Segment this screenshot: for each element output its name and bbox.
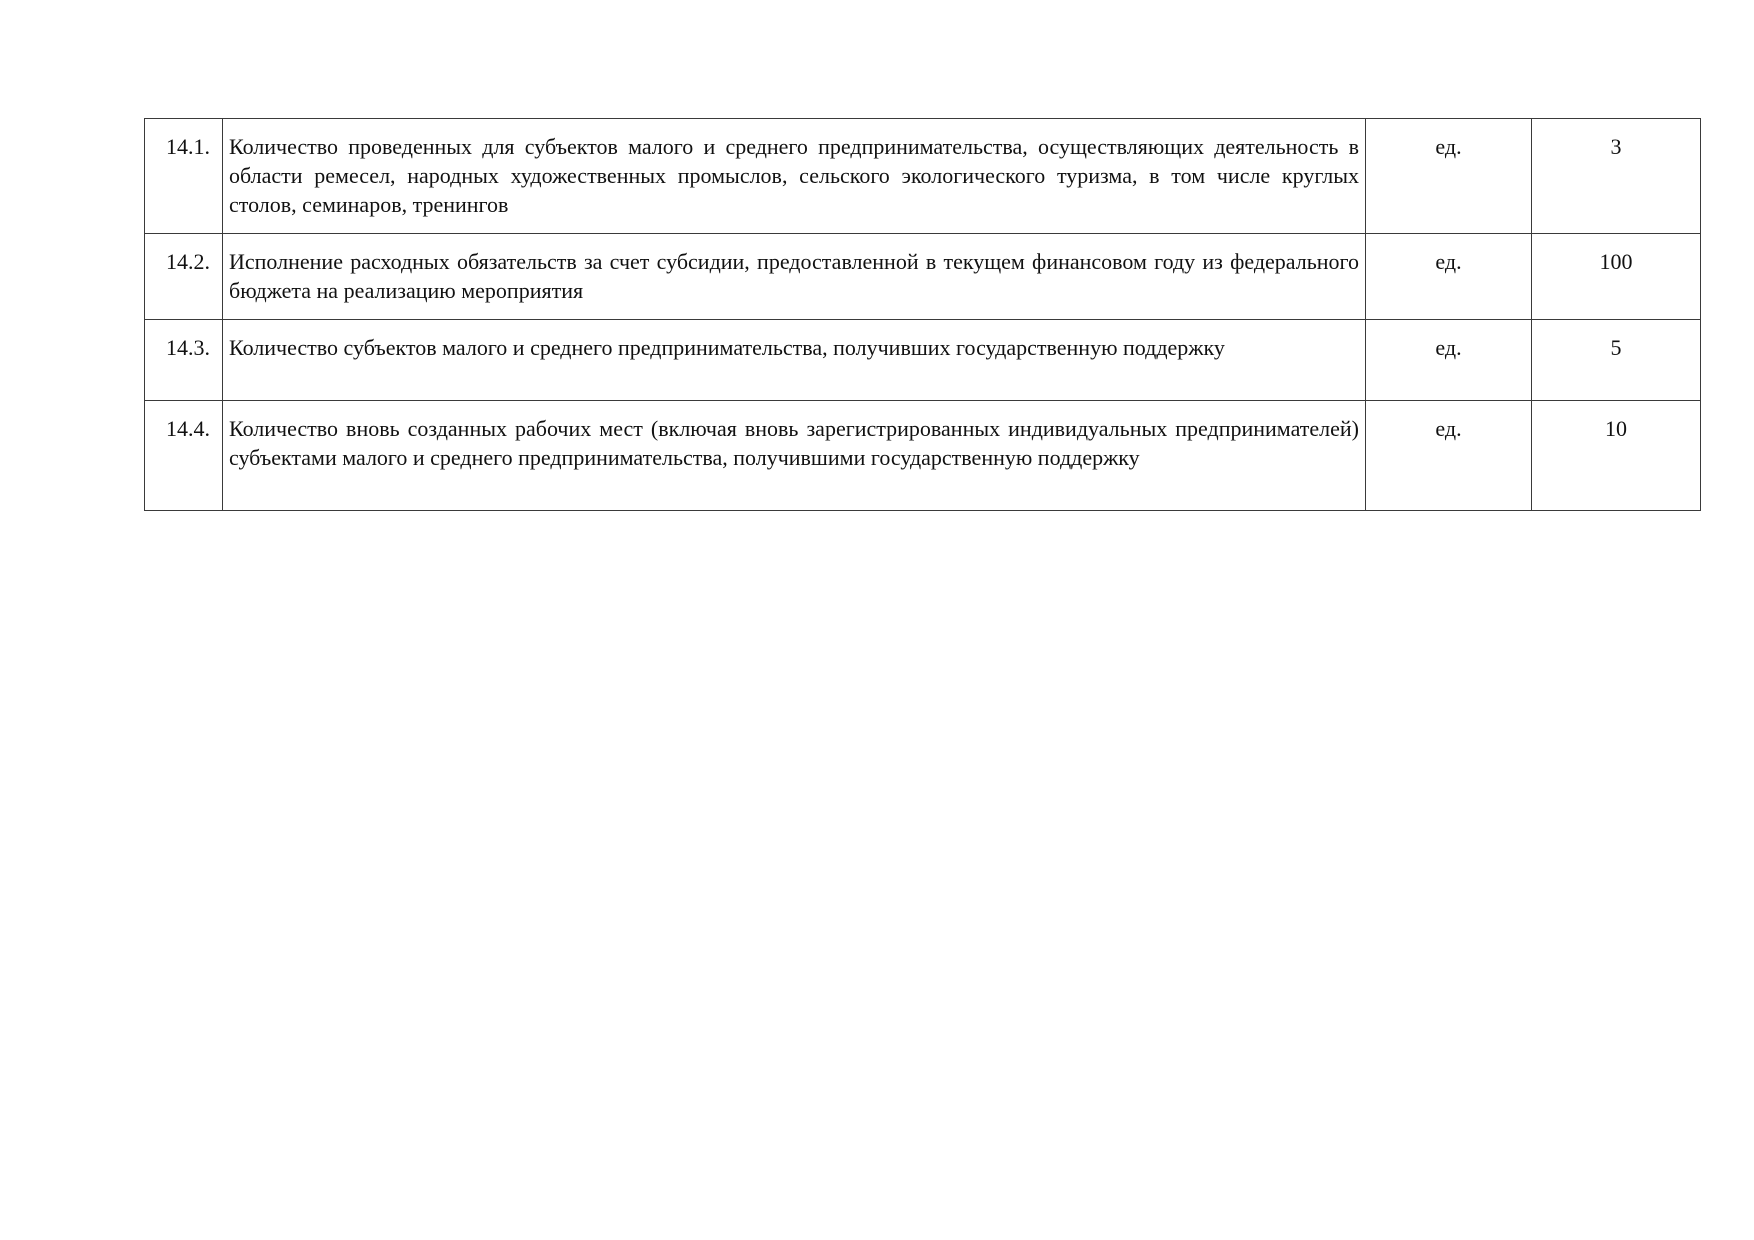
row-unit: ед.: [1366, 119, 1532, 234]
row-value: 10: [1532, 401, 1701, 511]
row-description: Количество субъектов малого и среднего предпринимательства, получивших государственную поддержку: [223, 320, 1366, 401]
table-row: [145, 320, 1701, 401]
table-row: [145, 119, 1701, 234]
row-number: 14.4.: [145, 401, 223, 511]
row-value: 5: [1532, 320, 1701, 401]
row-description: Исполнение расходных обязательств за счет субсидии, предоставленной в текущем финансовом году из федерального бюджета на реализацию мероприятия: [223, 234, 1366, 320]
row-number: 14.1.: [145, 119, 223, 234]
row-number: 14.3.: [145, 320, 223, 401]
row-description: Количество вновь созданных рабочих мест (включая вновь зарегистрированных индивидуальных предпринимателей) субъектами малого и среднего предпринимательства, получившими государственную поддержку: [223, 401, 1366, 511]
row-value: 3: [1532, 119, 1701, 234]
row-number: 14.2.: [145, 234, 223, 320]
row-value: 100: [1532, 234, 1701, 320]
table-row: [145, 401, 1701, 511]
indicators-table: [144, 118, 1701, 511]
row-description: Количество проведенных для субъектов малого и среднего предпринимательства, осуществляющих деятельность в области ремесел, народных художественных промыслов, сельского экологического туризма, в том числе круглых столов, семинаров, тренингов: [223, 119, 1366, 234]
row-unit: ед.: [1366, 234, 1532, 320]
table-row: [145, 234, 1701, 320]
row-unit: ед.: [1366, 401, 1532, 511]
row-unit: ед.: [1366, 320, 1532, 401]
